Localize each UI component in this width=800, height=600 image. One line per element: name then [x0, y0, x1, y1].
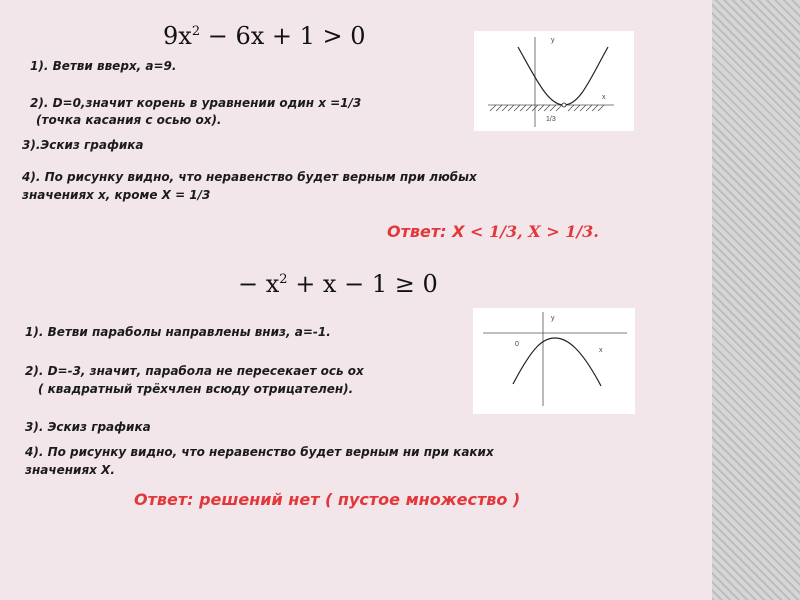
graph-1 — [474, 31, 634, 131]
p2-step-3: 3). Эскиз графика — [25, 420, 151, 434]
decorative-side-strip — [712, 0, 800, 600]
inequality-1-base: 9x — [163, 22, 192, 50]
graph-2-x-label: х — [599, 347, 603, 354]
inequality-1 — [163, 22, 366, 50]
graph-2-svg — [473, 308, 635, 414]
graph-1-svg — [474, 31, 634, 131]
p2-answer: Ответ: решений нет ( пустое множество ) — [134, 490, 521, 509]
p2-step-4b: значениях Х. — [25, 463, 115, 477]
p2-step-4a: 4). По рисунку видно, что неравенство будет верным ни при каких — [25, 445, 494, 459]
inequality-1-exponent: 2 — [191, 24, 201, 39]
p1-step-2b: (точка касания с осью ох). — [36, 113, 222, 127]
p1-answer-prefix: Ответ: Х — [387, 222, 470, 241]
p1-answer-values: < 1/3, X > 1/3. — [470, 222, 599, 241]
p2-step-1: 1). Ветви параболы направлены вниз, а=-1. — [25, 325, 331, 339]
graph-1-parabola — [518, 47, 608, 105]
graph-2-origin-label: 0 — [515, 341, 519, 348]
graph-2-y-label: у — [551, 315, 555, 322]
p2-step-2: 2). D=-3, значит, парабола не пересекает ось ох — [25, 364, 364, 378]
inequality-2-exponent: 2 — [279, 272, 288, 287]
graph-1-hatching — [490, 105, 604, 111]
inequality-2-base: − x — [238, 270, 280, 298]
p1-step-4b: значениях х, кроме Х = 1/3 — [22, 188, 211, 202]
graph-1-y-label: у — [551, 37, 555, 44]
p1-step-4a: 4). По рисунку видно, что неравенство будет верным при любых — [22, 170, 477, 184]
graph-1-x-label: х — [602, 94, 606, 101]
p1-step-2: 2). D=0,значит корень в уравнении один х =1/3 — [30, 96, 362, 110]
graph-1-root-label: 1/3 — [546, 116, 556, 123]
inequality-2-rest: + x − 1 ≥ 0 — [287, 270, 438, 298]
p1-answer — [387, 222, 599, 241]
graph-1-tangent-point — [562, 103, 566, 107]
p2-step-2b: ( квадратный трёхчлен всюду отрицателен). — [38, 382, 354, 396]
inequality-1-rest: − 6x + 1 > 0 — [200, 22, 366, 50]
p1-step-1: 1). Ветви вверх, а=9. — [30, 59, 177, 73]
inequality-2 — [238, 270, 438, 298]
p1-step-3: 3).Эскиз графика — [22, 138, 144, 152]
graph-2 — [473, 308, 635, 414]
graph-2-parabola — [513, 338, 601, 386]
